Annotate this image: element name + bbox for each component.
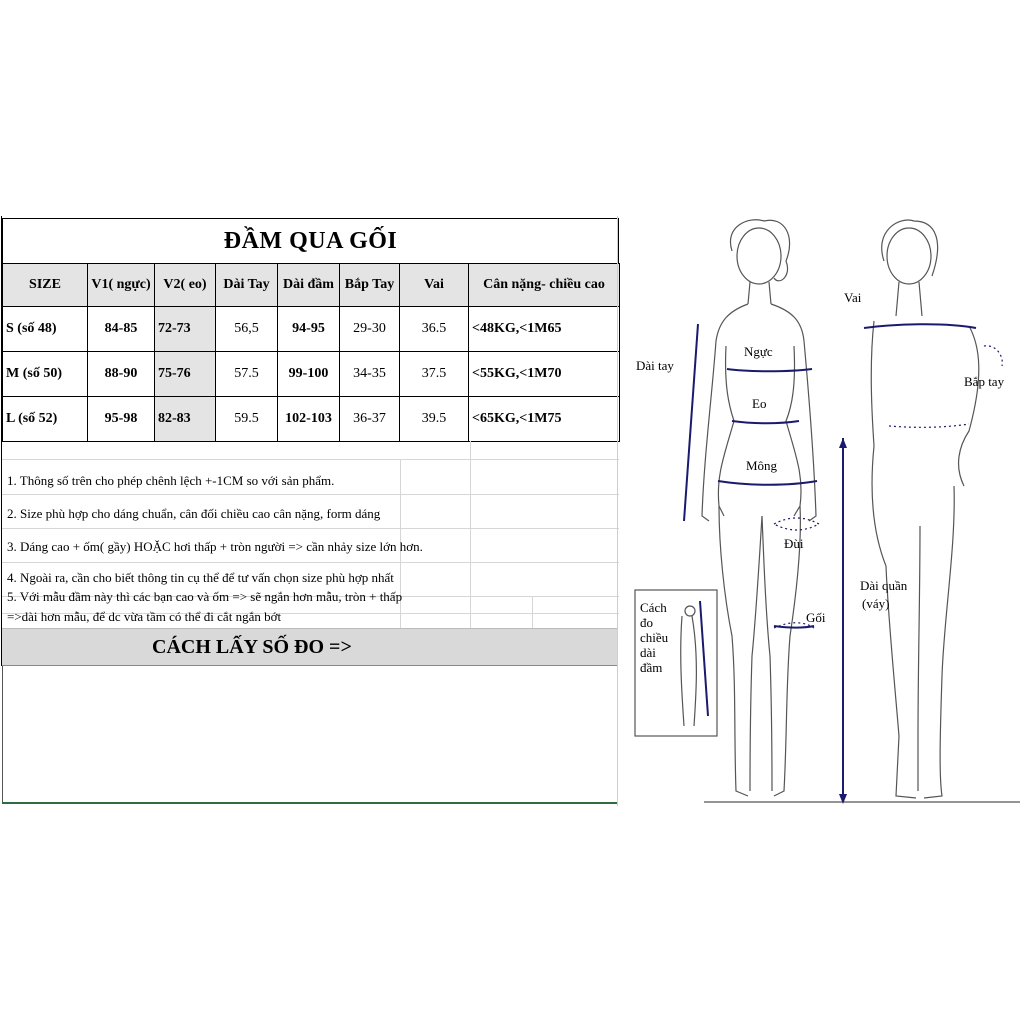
inset-line: Cách — [640, 600, 667, 615]
table-row — [3, 352, 620, 397]
table-cell: 102-103 — [278, 397, 340, 442]
table-cell: <65KG,<1M75 — [469, 397, 620, 442]
col-header: V2( eo) — [155, 264, 216, 307]
table-cell: 88-90 — [88, 352, 155, 397]
size-cell: L (số 52) — [3, 397, 88, 442]
inset-line: chiều — [640, 630, 669, 645]
label-dui: Đùi — [784, 536, 804, 551]
table-cell: 72-73 — [155, 307, 216, 352]
table-cell: 57.5 — [216, 352, 278, 397]
table-cell: 59.5 — [216, 397, 278, 442]
sheet-edge — [617, 216, 618, 806]
grid-line — [470, 441, 471, 629]
col-header: Dài Tay — [216, 264, 278, 307]
note-5: 5. Với mẫu đầm này thì các bạn cao và ốm => sẽ ngắn hơn mẫu, tròn + thấp — [7, 589, 403, 604]
table-header-row — [3, 264, 620, 307]
table-cell: 84-85 — [88, 307, 155, 352]
table-cell: <55KG,<1M70 — [469, 352, 620, 397]
table-cell: 29-30 — [340, 307, 400, 352]
label-eo: Eo — [752, 396, 767, 411]
inset-caption — [640, 600, 668, 675]
table-cell: <48KG,<1M65 — [469, 307, 620, 352]
body-illustration — [624, 216, 1024, 810]
size-cell: S (số 48) — [3, 307, 88, 352]
note-6: =>dài hơn mẫu, để dc vừa tầm có thể đi cắt ngắn bớt — [7, 609, 282, 624]
label-dai-tay: Dài tay — [636, 358, 674, 373]
col-header: Cân nặng- chiều cao — [469, 264, 620, 307]
note-2: 2. Size phù hợp cho dáng chuẩn, cân đối chiều cao cân nặng, form dáng — [7, 506, 381, 521]
notes-section — [2, 441, 619, 641]
table-cell: 56,5 — [216, 307, 278, 352]
table-row — [3, 397, 620, 442]
note-3: 3. Dáng cao + ốm( gầy) HOẶC hơi thấp + tròn người => cần nhảy size lớn hơn. — [7, 539, 423, 554]
label-bap-tay: Bắp tay — [964, 374, 1005, 389]
table-cell: 82-83 — [155, 397, 216, 442]
grid-line — [2, 528, 619, 529]
empty-area — [2, 666, 619, 803]
note-4: 4. Ngoài ra, cần cho biết thông tin cụ thể để tư vấn chọn size phù hợp nhất — [7, 570, 394, 585]
col-header: SIZE — [3, 264, 88, 307]
size-chart-sheet — [0, 216, 620, 806]
measurement-figure — [624, 216, 1024, 810]
grid-line — [532, 596, 533, 629]
table-cell: 36-37 — [340, 397, 400, 442]
chart-title: ĐẦM QUA GỐI — [2, 218, 619, 264]
note-1: 1. Thông số trên cho phép chênh lệch +-1CM so với sản phẩm. — [7, 473, 335, 488]
table-cell: 36.5 — [400, 307, 469, 352]
inset-line: dài — [640, 645, 656, 660]
table-cell: 99-100 — [278, 352, 340, 397]
table-cell: 37.5 — [400, 352, 469, 397]
table-cell: 95-98 — [88, 397, 155, 442]
col-header: Bắp Tay — [340, 264, 400, 307]
label-goi: Gối — [806, 610, 826, 625]
label-nguc: Ngực — [744, 344, 773, 359]
size-cell: M (số 50) — [3, 352, 88, 397]
label-mong: Mông — [746, 458, 778, 473]
inset-line: đầm — [640, 660, 663, 675]
table-cell: 75-76 — [155, 352, 216, 397]
table-cell: 34-35 — [340, 352, 400, 397]
table-cell: 94-95 — [278, 307, 340, 352]
label-dai-quan: Dài quần — [860, 578, 908, 593]
table-row — [3, 307, 620, 352]
how-to-measure-banner: CÁCH LẤY SỐ ĐO => — [2, 628, 618, 666]
grid-line — [2, 459, 619, 460]
label-vai: Vai — [844, 290, 862, 305]
label-vay: (váy) — [862, 596, 890, 611]
size-table — [2, 263, 620, 442]
inset-line: đo — [640, 615, 653, 630]
bottom-border — [2, 802, 618, 804]
table-cell: 39.5 — [400, 397, 469, 442]
col-header: Dài đầm — [278, 264, 340, 307]
grid-line — [2, 562, 619, 563]
col-header: V1( ngực) — [88, 264, 155, 307]
grid-line — [2, 494, 619, 495]
col-header: Vai — [400, 264, 469, 307]
